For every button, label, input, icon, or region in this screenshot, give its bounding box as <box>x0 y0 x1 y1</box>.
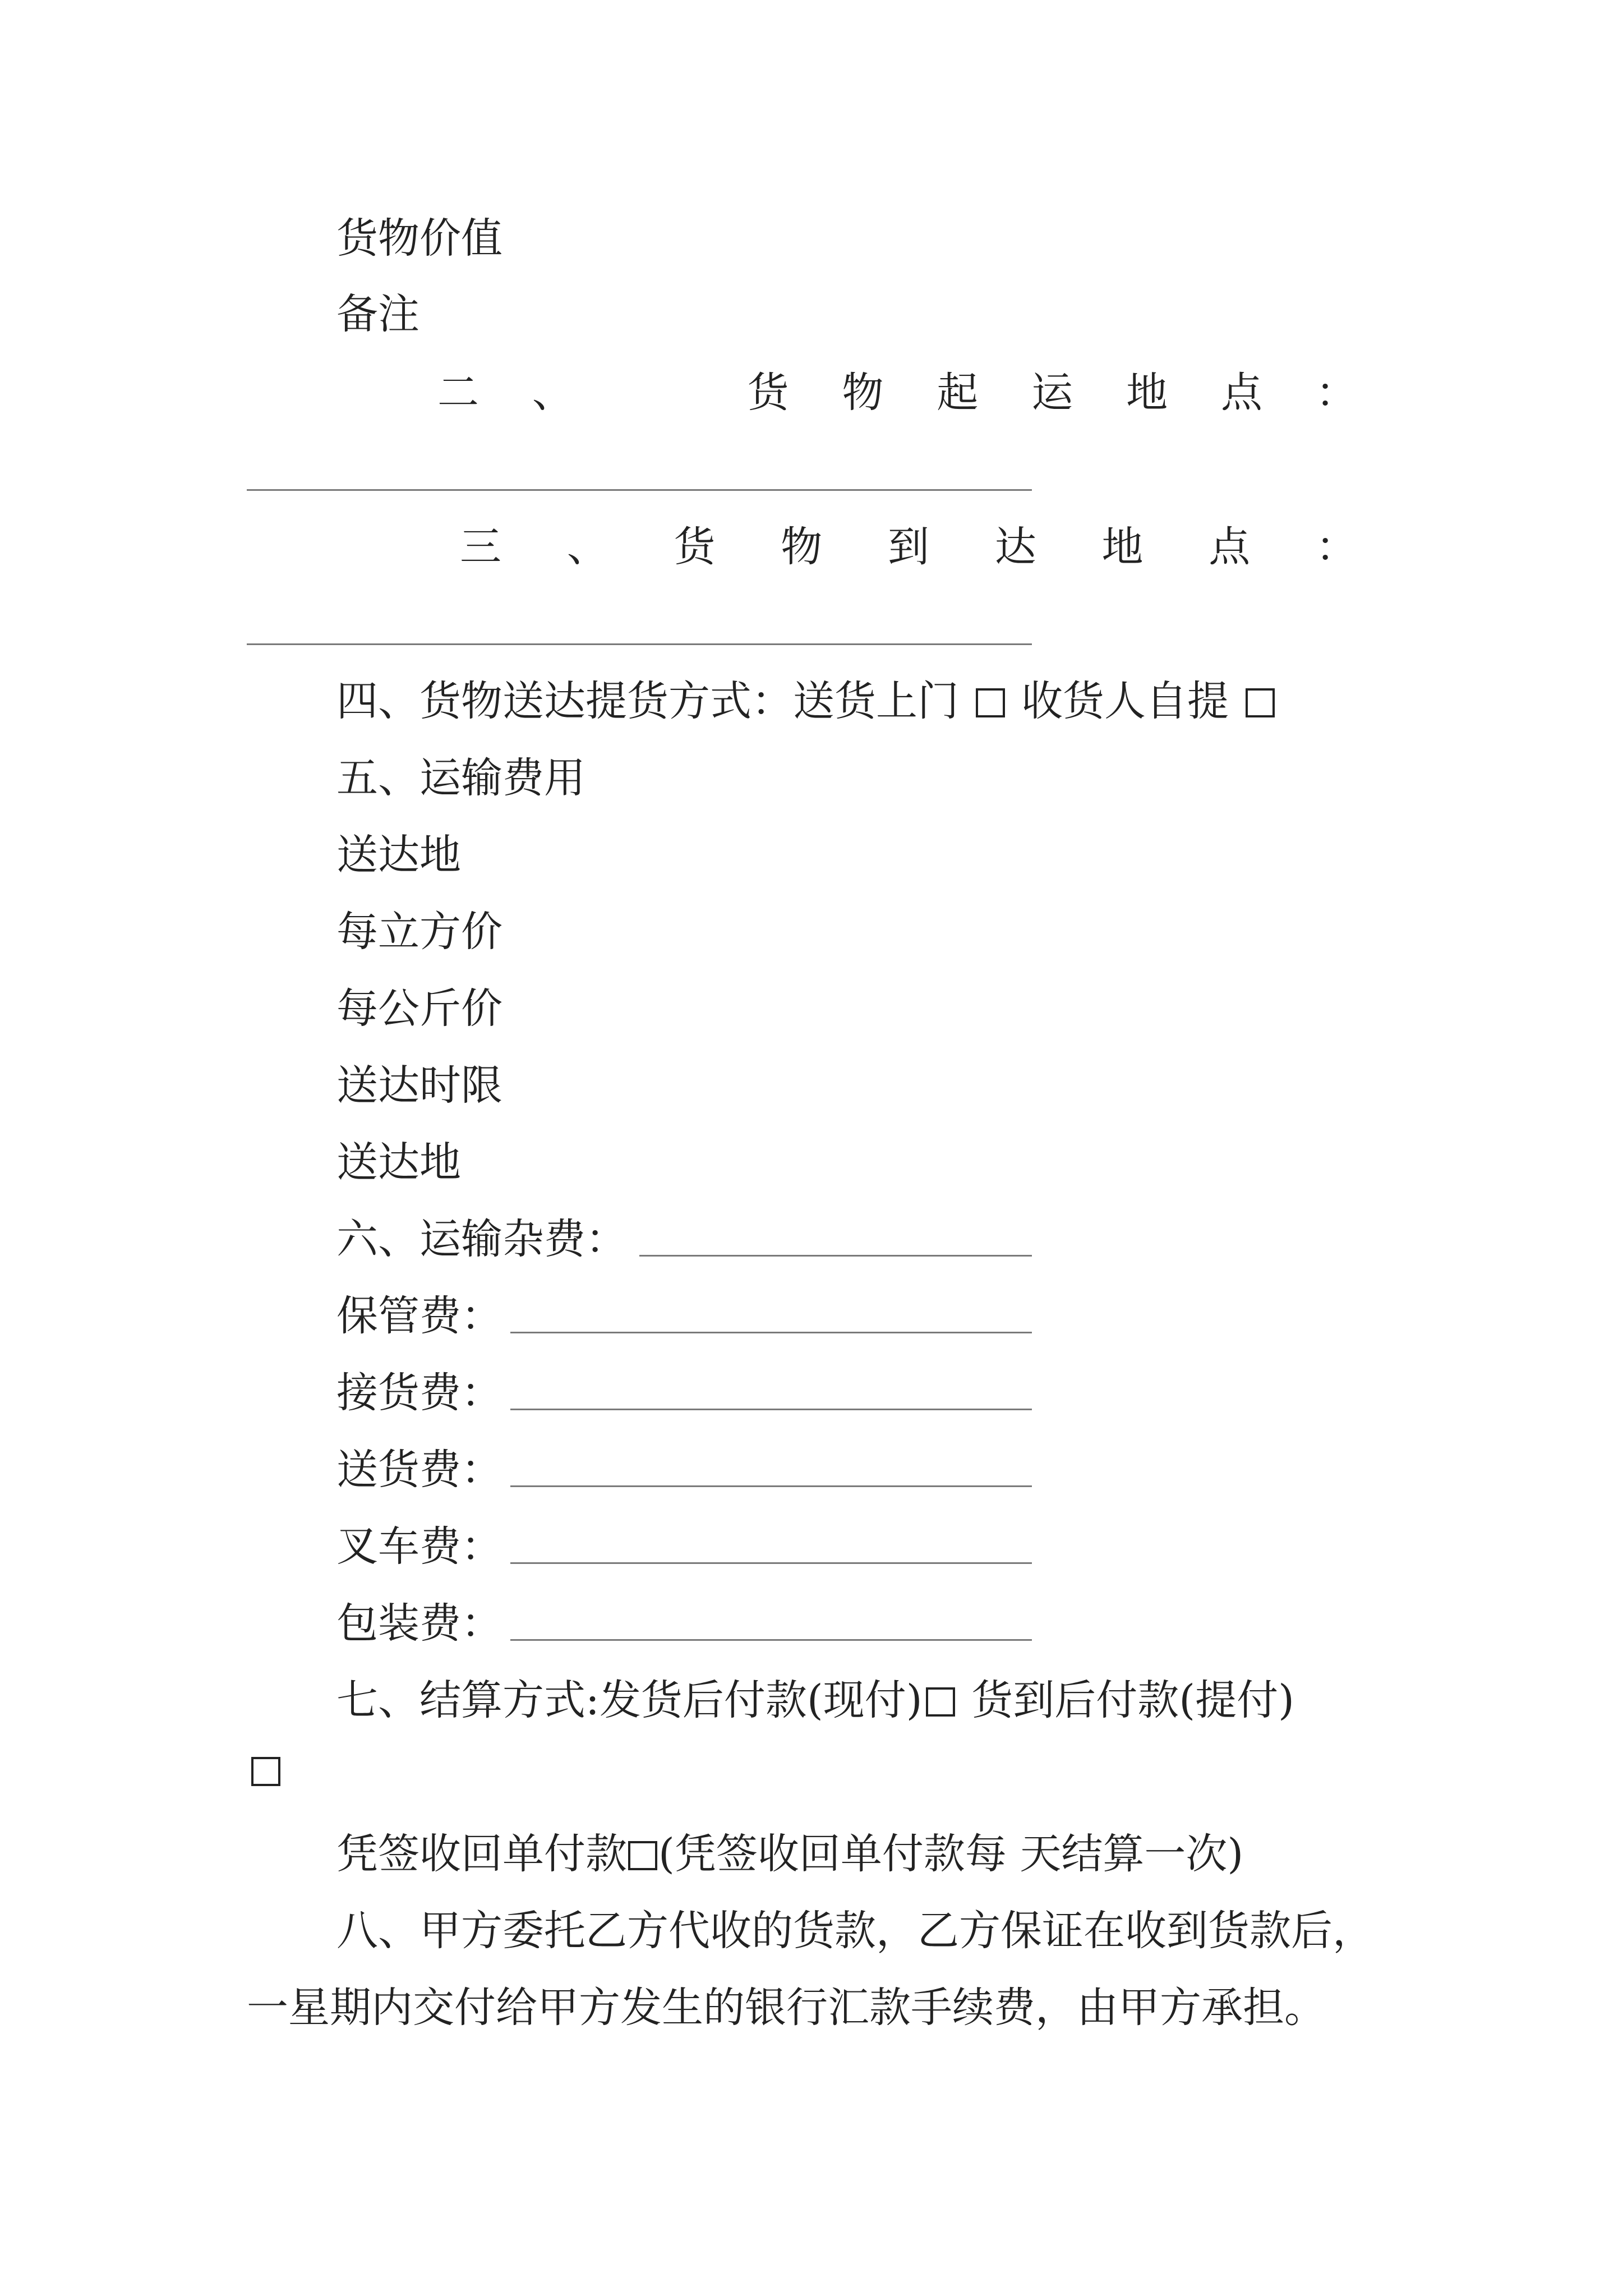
section-3-char: 达 <box>994 523 1036 571</box>
receiving-fee-blank[interactable] <box>510 1409 1032 1410</box>
forklift-fee-label: 叉车费： <box>336 1522 502 1571</box>
section-2-char: 地 <box>1126 369 1168 417</box>
fee-item: 送达地 <box>336 1138 461 1186</box>
prepaid-label: 发货后付款(现付) <box>599 1676 923 1724</box>
origin-blank-line[interactable] <box>247 489 1032 491</box>
fee-item: 送达时限 <box>336 1061 502 1110</box>
section-3-char: 货 <box>674 523 716 571</box>
receipt-payment-label: 凭签收回单付款 <box>336 1830 627 1878</box>
collect-checkbox[interactable] <box>251 1757 280 1786</box>
destination-blank-line[interactable] <box>247 643 1032 645</box>
storage-fee-label: 保管费： <box>336 1292 502 1340</box>
section-8-line-2: 一星期内交付给甲方发生的银行汇款手续费，由甲方承担。 <box>247 1984 1326 2032</box>
fee-item: 每立方价 <box>336 908 502 956</box>
packaging-fee-blank[interactable] <box>510 1639 1032 1641</box>
section-5-title: 五、运输费用 <box>336 754 585 802</box>
delivery-fee-label: 送货费： <box>336 1446 502 1494</box>
receipt-payment-note: (凭签收回单付款每 天结算一次) <box>658 1830 1244 1878</box>
receipt-payment-checkbox[interactable] <box>628 1841 657 1870</box>
packaging-fee-label: 包装费： <box>336 1599 502 1648</box>
section-3-char: 地 <box>1101 523 1144 571</box>
section-2-char: 货 <box>747 369 789 417</box>
collect-label: 货到后付款(提付) <box>971 1676 1294 1724</box>
cargo-value-label: 货物价值 <box>336 214 502 263</box>
section-4-label: 四、货物送达提货方式： <box>336 677 793 725</box>
section-7-line-2 <box>336 1826 1243 1882</box>
section-2-char: ： <box>1315 369 1357 417</box>
section-4-line <box>336 673 1278 729</box>
section-8-line-1: 八、甲方委托乙方代收的货款，乙方保证在收到货款后， <box>336 1907 1374 1955</box>
section-3-char: 到 <box>888 523 929 571</box>
self-pickup-checkbox[interactable] <box>1246 688 1275 717</box>
section-2-separator: 、 <box>532 369 574 417</box>
remarks-label: 备注 <box>336 290 419 338</box>
section-6-title: 六、运输杂费： <box>336 1215 627 1263</box>
section-7-line <box>336 1672 1294 1728</box>
prepaid-checkbox[interactable] <box>926 1687 955 1717</box>
misc-fee-blank[interactable] <box>639 1255 1032 1257</box>
section-2-char: 物 <box>842 369 884 417</box>
section-2-number: 二 <box>437 369 479 417</box>
section-3-number: 三 <box>460 523 501 571</box>
section-7-label: 七、结算方式: <box>336 1676 600 1724</box>
forklift-fee-blank[interactable] <box>510 1562 1032 1564</box>
section-3-char: 点 <box>1209 523 1251 571</box>
section-3-heading <box>460 519 1357 575</box>
section-2-char: 运 <box>1031 369 1073 417</box>
section-3-separator: 、 <box>566 523 608 571</box>
fee-item: 送达地 <box>336 831 461 879</box>
section-2-heading <box>437 365 1357 421</box>
section-3-char: ： <box>1316 523 1357 571</box>
section-3-char: 物 <box>781 523 823 571</box>
section-2-char: 点 <box>1221 369 1262 417</box>
storage-fee-blank[interactable] <box>510 1332 1032 1333</box>
door-delivery-checkbox[interactable] <box>976 688 1005 717</box>
self-pickup-label: 收货人自提 <box>1021 677 1229 725</box>
section-2-char: 起 <box>937 369 979 417</box>
delivery-fee-blank[interactable] <box>510 1485 1032 1487</box>
fee-item: 每公斤价 <box>336 984 502 1033</box>
door-delivery-label: 送货上门 <box>793 677 959 725</box>
receiving-fee-label: 接货费： <box>336 1369 502 1417</box>
